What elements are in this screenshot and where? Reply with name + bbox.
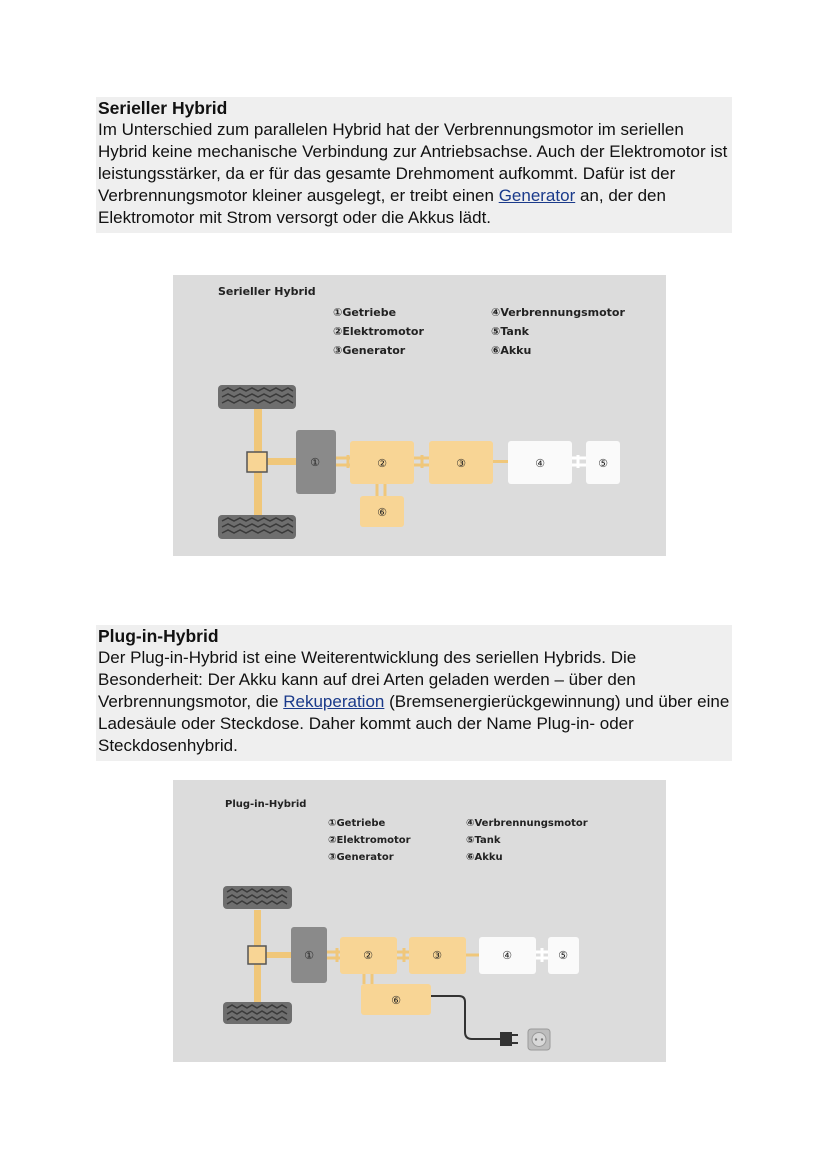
legend-item: ④Verbrennungsmotor — [466, 818, 588, 829]
section-body: Im Unterschied zum parallelen Hybrid hat der Verbrennungsmotor im seriellen Hybrid keine mechanische Verbindung zur Antriebsachse. Auch der Elektromotor ist leistungsstärker, da er für das gesamte Drehmoment aufkommt. Dafür ist der Verbrennungsmotor kleiner ausgelegt, er treibt einen Generator an, der den Elektromotor mit Strom versorgt oder die Akkus lädt. — [98, 120, 728, 227]
svg-text:④: ④ — [502, 949, 512, 962]
wheel-icon — [218, 515, 296, 539]
wheel-icon — [223, 886, 292, 909]
section-plug-in-hybrid — [96, 625, 732, 761]
legend-item: ⑥Akku — [466, 852, 503, 863]
differential — [248, 946, 266, 964]
connector — [414, 455, 429, 468]
svg-text:①: ① — [310, 456, 320, 469]
legend-item: ④Verbrennungsmotor — [491, 306, 625, 319]
connector — [397, 948, 410, 962]
connector — [536, 948, 549, 962]
rekuperation-link[interactable]: Rekuperation — [283, 692, 385, 711]
legend-item: ⑤Tank — [491, 325, 529, 338]
legend-item: ①Getriebe — [328, 818, 386, 829]
connector — [572, 455, 586, 468]
svg-text:②: ② — [377, 457, 387, 470]
legend-item: ③Generator — [333, 344, 406, 357]
charging-cable — [431, 996, 500, 1039]
svg-text:②: ② — [363, 949, 373, 962]
svg-text:⑤: ⑤ — [598, 457, 608, 470]
svg-text:④: ④ — [535, 457, 545, 470]
section-title: Serieller Hybrid — [98, 98, 228, 118]
svg-text:①: ① — [304, 949, 314, 962]
svg-text:⑥: ⑥ — [391, 994, 401, 1007]
svg-text:③: ③ — [432, 949, 442, 962]
connector — [364, 974, 372, 984]
section-serieller-hybrid — [96, 97, 732, 233]
svg-text:⑤: ⑤ — [558, 949, 568, 962]
generator-link[interactable]: Generator — [498, 186, 576, 205]
svg-text:③: ③ — [456, 457, 466, 470]
wheel-icon — [223, 1002, 292, 1024]
serieller-hybrid-diagram — [173, 275, 666, 556]
legend-item: ⑥Akku — [491, 344, 532, 357]
legend-item: ③Generator — [328, 852, 394, 863]
diagram-title: Plug-in-Hybrid — [225, 799, 307, 810]
legend-item: ②Elektromotor — [333, 325, 424, 338]
section-title: Plug-in-Hybrid — [98, 626, 219, 646]
plug-icon — [493, 1032, 518, 1046]
legend-item: ①Getriebe — [333, 306, 397, 319]
socket-icon — [528, 1029, 550, 1050]
wheel-icon — [218, 385, 296, 409]
diagram-title: Serieller Hybrid — [218, 285, 316, 298]
legend-item: ②Elektromotor — [328, 835, 411, 846]
connector — [336, 455, 351, 468]
connector — [327, 948, 341, 962]
differential — [247, 452, 267, 472]
plug-in-hybrid-diagram — [173, 780, 666, 1062]
legend-item: ⑤Tank — [466, 835, 501, 846]
connector — [377, 484, 385, 496]
svg-text:⑥: ⑥ — [377, 506, 387, 519]
section-body: Der Plug-in-Hybrid ist eine Weiterentwicklung des seriellen Hybrids. Die Besonderheit: Der Akku kann auf drei Arten geladen werden – über den Verbrennungsmotor, die Rekuperation (Bremsenergierückgewinnung) und über eine Ladesäule oder Steckdose. Daher kommt auch der Name Plug-in- oder Steckdosenhybrid. — [98, 648, 730, 755]
